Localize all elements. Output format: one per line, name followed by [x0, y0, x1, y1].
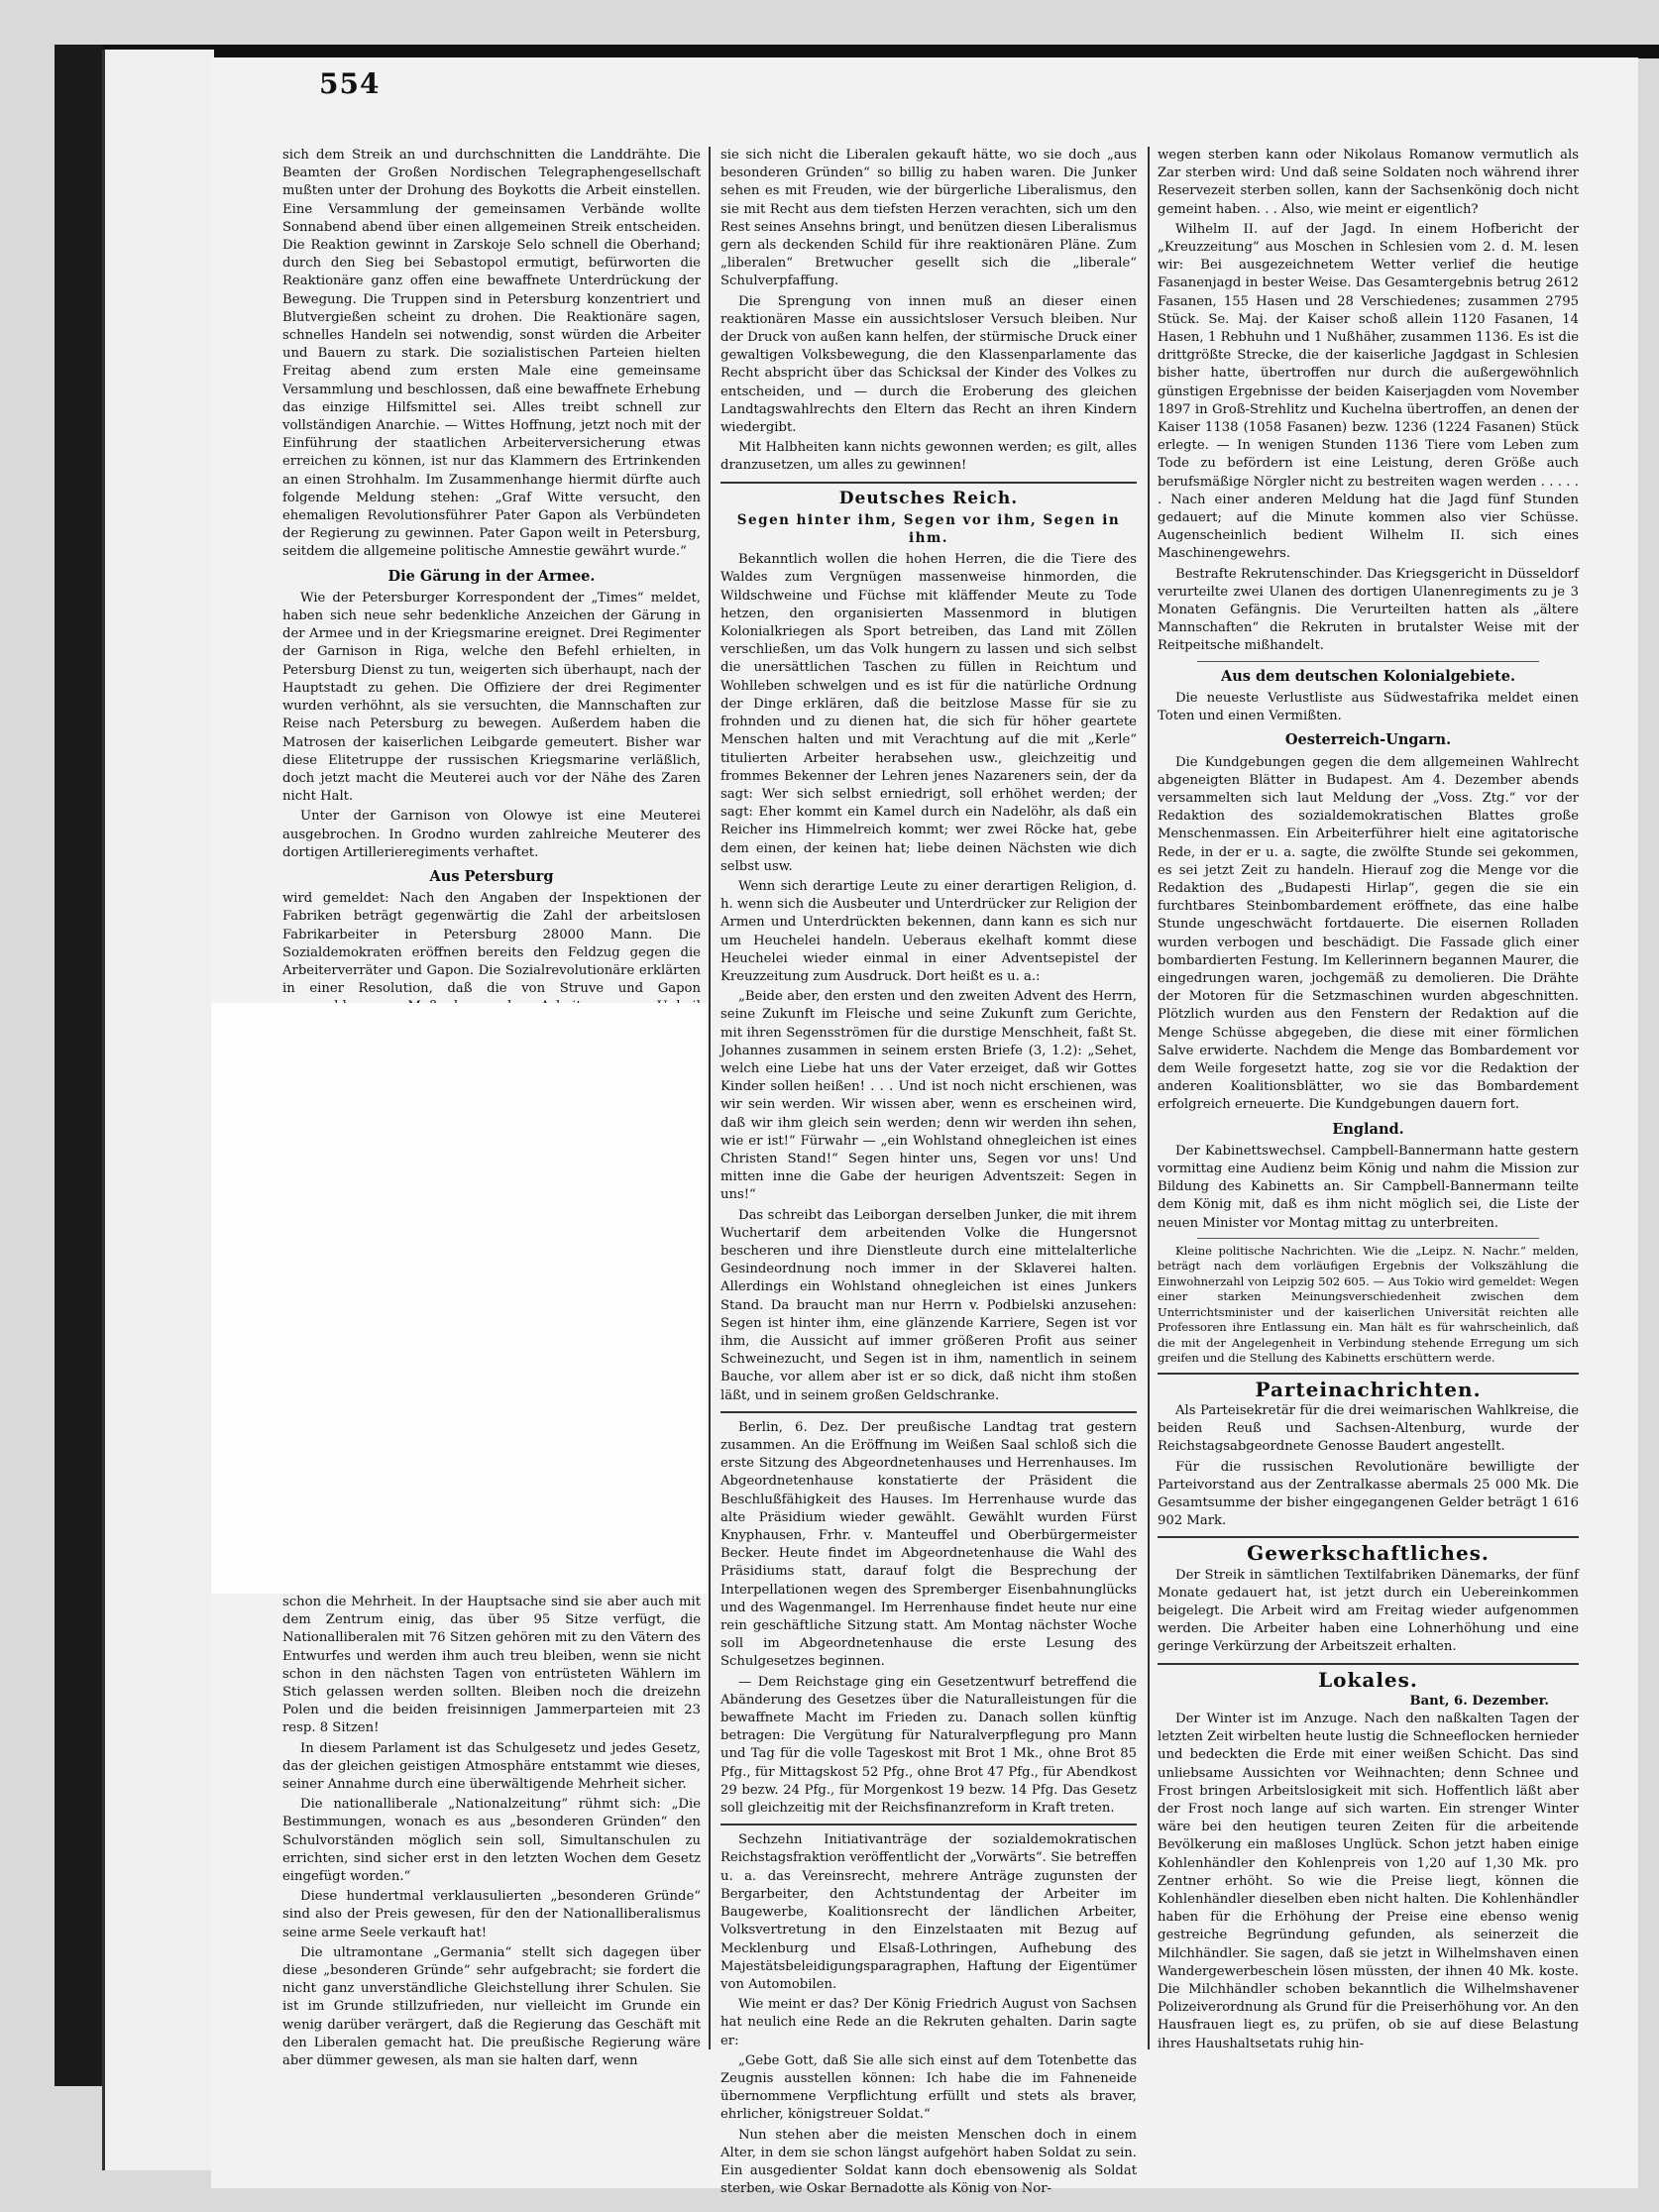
section-heading: Deutsches Reich.	[838, 488, 1019, 508]
article-text: Bestrafte Rekrutenschinder. Das Kriegsgericht in Düsseldorf verurteilte zwei Ulanen des dortigen Ulanenregiments zu je 3 Monaten Gefängnis. Die Verurteilten hatten als „ältere Mannschaften“ die Rekruten in brutalster Weise mit der Reitpeitsche mißhandelt.	[1158, 566, 1579, 654]
article-text: „Gebe Gott, daß Sie alle sich einst auf dem Totenbette das Zeugnis ausstellen können: Ich habe die im Fahneneide übernommene Verpflichtung erfüllt und stets als braver, ehrlicher, königstreuer Soldat.“	[720, 2052, 1137, 2123]
article-text: Die neueste Verlustliste aus Südwestafrika meldet einen Toten und einen Vermißten.	[1158, 690, 1579, 724]
article-text: Bekanntlich wollen die hohen Herren, die die Tiere des Waldes zum Vergnügen massenweise hinmorden, die Wildschweine und Füchse mit kläffender Meute zu Tode hetzen, den organisierten Massenmord in blutigen Kolonialkriegen als Sport betreiben, das Land mit Zöllen verschließen, um das Volk hungern zu lassen und sich selbst die unersättlichen Taschen zu füllen in Reichtum und Wohlleben schwelgen und es ist für die natürliche Ordnung der Dinge erklären, daß die beitzlose Masse für sie zu frohnden und zu dienen hat, die sich für höher geartete Menschen halten und mit Verachtung auf die mit „Kerle“ titulierten Arbeiter herabsehen usw., gleichzeitig und frommes Bekenner der Lehren jenes Nazareners sein, der da sagt: Wer sich selbst erniedrigt, soll erhöhet werden; der sagt: Eher kommt ein Kamel durch ein Nadelöhr, als daß ein Reicher ins Himmelreich kommt; wer zwei Röcke hat, gebe dem einen, der keinen hat; liebe deinen Nächsten wie dich selbst usw.	[720, 552, 1137, 874]
article-text: Wie der Petersburger Korrespondent der „Times“ meldet, haben sich neue sehr bedenkliche Anzeichen der Gärung in der Armee und in der Kriegsmarine ereignet. Drei Regimenter der Garnison in Riga, welche den Befehl erhielten, in Petersburg Dienst zu tun, weigerten sich überhaupt, nach der Hauptstadt zu gehen. Die Offiziere der drei Regimenter wurden verhöhnt, als sie versuchten, die Mannschaften zur Reise nach Petersburg zu bewegen. Außerdem haben die Matrosen der kaiserlichen Leibgarde gemeutert. Bisher war diese Elitetruppe der russischen Kriegsmarine verläßlich, doch jetzt macht die Meuterei auch vor der Nähe des Zaren nicht Halt.	[282, 590, 701, 805]
article-text: sich dem Streik an und durchschnitten die Landdrähte. Die Beamten der Großen Nordischen Telegraphengesellschaft mußten unter der Drohung des Boykotts die Arbeit einstellen. Eine Versammlung der gemeinsamen Verbände wollte Sonnabend abend über einen allgemeinen Streik entscheiden. Die Reaktion gewinnt in Zarskoje Selo schnell die Oberhand; durch den Sieg bei Sebastopol ermutigt, befürworten die Reaktionäre ganz offen eine bewaffnete Unterdrückung der Bewegung. Die Truppen sind in Petersburg konzentriert und Blutvergießen scheint zu drohen. Die Reaktionäre sagen, schnelles Handeln sei notwendig, sonst würden die Arbeiter und Bauern zu stark. Die sozialistischen Parteien hielten Freitag abend zum ersten Male eine gemeinsame Versammlung und beschlossen, daß eine bewaffnete Erhebung das einzige Hilfsmittel sei. Alles treibt schnell zur vollständigen Anarchie. — Wittes Hoffnung, jetzt noch mit der Einführung der staatlichen Arbeiterversicherung etwas erreichen zu können, ist nur das Klammern des Ertrinkenden an einen Strohhalm. Im Zusammenhange hiermit dürfte auch folgende Meldung stehen: „Graf Witte versucht, den ehemaligen Revolutionsführer Pater Gapon als Verbündeten der Regierung zu gewinnen. Pater Gapon weilt in Petersburg, seitdem die allgemeine politische Amnestie gewährt wurde.“	[282, 148, 701, 560]
article-text: Als Parteisekretär für die drei weimarischen Wahlkreise, die beiden Reuß und Sachsen-Altenburg, wurde der Reichstagsabgeordnete Genosse Baudert angestellt.	[1158, 1402, 1579, 1455]
article-text: — Dem Reichstage ging ein Gesetzentwurf betreffend die Abänderung des Gesetzes über die Naturalleistungen für die bewaffnete Macht im Frieden zu. Danach sollen künftig betragen: Die Vergütung für Naturalverpflegung pro Mann und Tag für die volle Tageskost mit Brot 1 Mk., ohne Brot 85 Pfg., für Mittagskost 52 Pfg., ohne Brot 47 Pfg., für Abendkost 29 bezw. 24 Pfg., für Morgenkost 19 bezw. 14 Pfg. Das Gesetz soll gleichzeitig mit der Reichsfinanzreform in Kraft treten.	[720, 1674, 1137, 1817]
section-heading: Die Gärung in der Armee.	[387, 567, 596, 585]
divider	[1197, 661, 1539, 662]
column-3	[1158, 147, 1579, 2055]
article-text: Berlin, 6. Dez. Der preußische Landtag trat gestern zusammen. An die Eröffnung im Weißen Saal schloß sich die erste Sitzung des Abgeordnetenhauses und Herrenhauses. Im Abgeordnetenhause konstatierte der Präsident die Beschlußfähigkeit des Hauses. Im Herrenhause wurde das alte Präsidium wieder gewählt. Gewählt wurden Fürst Knyphausen, Frhr. v. Manteuffel und Oberbürgermeister Becker. Heute findet im Abgeordnetenhause die Wahl des Präsidiums statt, darauf folgt die Besprechung der Interpellationen wegen des Spremberger Eisenbahnunglücks und des Wagenmangel. Im Herrenhause findet heute nur eine rein geschäftliche Sitzung statt. Am Montag nächster Woche soll im Abgeordnetenhause die erste Lesung des Schulgesetzes beginnen.	[720, 1419, 1137, 1670]
column-2	[720, 147, 1137, 2200]
divider	[1197, 1238, 1539, 1239]
article-text: Wilhelm II. auf der Jagd. In einem Hofbericht der „Kreuzzeitung“ aus Moschen in Schlesien vom 2. d. M. lesen wir: Bei ausgezeichnetem Wetter verlief die heutige Fasanenjagd in bester Weise. Das Gesamtergebnis betrug 2612 Fasanen, 155 Hasen und 28 Verschiedenes; zusammen 2795 Stück. Se. Maj. der Kaiser schoß allein 1120 Fasanen, 14 Hasen, 1 Rebhuhn und 1 Nußhäher, zusammen 1136. Es ist die drittgrößte Strecke, die der kaiserliche Jagdgast in Schlesien bisher hatte, übertroffen nur durch die außergewöhnlich günstigen Ergebnisse der beiden Kaiserjagden vom November 1897 in Groß-Strehlitz und Kuchelna übertroffen, an denen der Kaiser 1138 (1058 Fasanen) bezw. 1236 (1224 Fasanen) Stück erlegte. — In wenigen Stunden 1136 Tiere vom Leben zum Tode zu befördern ist eine Leistung, deren Größe auch berufsmäßige Nörgler nicht zu bestreiten wagen werden . . . . . . Nach einer anderen Meldung hat die Jagd fünf Stunden gedauert; auf die Minute kommen also vier Schüsse. Augenscheinlich bedient Wilhelm II. sich eines Maschinengewehrs.	[1158, 221, 1579, 562]
article-text: Sechzehn Initiativanträge der sozialdemokratischen Reichstagsfraktion veröffentlicht der „Vorwärts“. Sie betreffen u. a. das Vereinsrecht, mehrere Anträge zugunsten der Bergarbeiter, den Achtstundentag der Arbeiter im Baugewerbe, Koalitionsrecht der ländlichen Arbeiter, Volksvertretung in den Einzelstaaten mit Bezug auf Mecklenburg und Elsaß-Lothringen, Aufhebung des Majestätsbeleidigungsparagraphen, Haftung der Eigentümer von Automobilen.	[720, 1832, 1137, 1992]
column-1	[282, 147, 701, 1054]
article-text: Wenn sich derartige Leute zu einer derartigen Religion, d. h. wenn sich die Ausbeuter und Unterdrücker zur Religion der Armen und Unterdrückten bekennen, dann kann es sich nur um Heuchelei handeln. Ueberaus ekelhaft kommt diese Heuchelei wieder einmal in einer Adventsepistel der Kreuzzeitung zum Ausdruck. Dort heißt es u. a.:	[720, 878, 1137, 984]
article-text: Das schreibt das Leiborgan derselben Junker, die mit ihrem Wuchertarif dem arbeitenden Volke die Hungersnot bescheren und ihre Dienstleute durch eine mittelalterliche Gesindeordnung noch immer in der Sklaverei halten. Allerdings ein Wohlstand ohnegleichen ist eines Junkers Stand. Da braucht man nur Herrn v. Podbielski anzusehen: Segen ist hinter ihm, eine glänzende Karriere, Segen ist vor ihm, die Aussicht auf immer größeren Profit aus seiner Schweinezucht, und Segen ist in ihm, namentlich in seinem Bauche, vor allem aber ist er so dick, daß nicht ihm stoßen läßt, und in seinem großen Geldschranke.	[720, 1207, 1137, 1403]
article-text: Mit Halbheiten kann nichts gewonnen werden; es gilt, alles dranzusetzen, um alles zu gewinnen!	[720, 440, 1137, 474]
section-heading: Lokales.	[1318, 1667, 1418, 1692]
dateline: Bant, 6. Dezember.	[1409, 1693, 1549, 1709]
article-text: sie sich nicht die Liberalen gekauft hätte, wo sie doch „aus besonderen Gründen“ so billig zu haben waren. Die Junker sehen es mit Freuden, wie der bürgerliche Liberalismus, den sie mit Recht aus dem tiefsten Herzen verachten, sich um den Rest seines Ansehns bringt, und benützen diesen Liberalismus gern als deckenden Schild für ihre reaktionären Pläne. Zum „liberalen“ Bretwucher gesellt sich die „liberale“ Schulverpfaffung.	[720, 148, 1137, 289]
article-text: Die Sprengung von innen muß an dieser einen reaktionären Masse ein aussichtsloser Versuch bleiben. Nur der Druck von außen kann helfen, der stürmische Druck einer gewaltigen Volksbewegung, die den Klassenparlamente das Recht abspricht über das Schicksal der Kinder des Volkes zu entscheiden, und — durch die Eroberung des gleichen Landtagswahlrechts den Eltern das Recht an ihren Kindern wiedergibt.	[720, 293, 1137, 436]
article-text: wird gemeldet: Nach den Angaben der Inspektionen der Fabriken beträgt gegenwärtig die Zahl der arbeitslosen Fabrikarbeiter in Petersburg 28000 Mann. Die Sozialdemokraten eröffnen bereits den Feldzug gegen die Arbeiterverräter und Gapon. Die Sozialrevolutionäre erklärten in einer Resolution, daß die von Struve und Gapon	[282, 891, 701, 997]
section-heading: Oesterreich-Ungarn.	[1284, 731, 1452, 749]
article-text: Die ultramontane „Germania“ stellt sich dagegen über diese „besonderen Gründe“ sehr aufgebracht; sie fordert die nicht ganz unverständliche Gleichstellung ihrer Schulen. Sie ist im Grunde stillzufrieden, nur vielleicht im Grunde ein wenig darüber verärgert, daß die Regierung das Geschäft mit den Liberalen gemacht hat. Die preußische Regierung wäre aber dümmer gewesen, als man sie halten darf, wenn	[282, 1944, 701, 2069]
divider	[1158, 1373, 1579, 1375]
article-text: Die Kundgebungen gegen die dem allgemeinen Wahlrecht abgeneigten Blätter in Budapest. Am 4. Dezember abends versammelten sich laut Meldung der „Voss. Ztg.“ vor der Redaktion des sozialdemokratischen Blattes große Menschenmassen. Ein Arbeiterführer hielt eine agitatorische Rede, in der er u. a. sagte, die zwölfte Stunde sei gekommen, es sei jetzt Zeit zu handeln. Hierauf zog die Menge vor die Redaktion des „Budapesti Hirlap“, gegen die sie ein furchtbares Steinbombardement eröffnete, das eine halbe Stunde ungeschwächt fortdauerte. Die eisernen Rolladen wurden verbogen und beschädigt. Die Fassade glich einer bombardierten Festung. Im Kellerinnern begannen Maurer, die eingedrungen waren, jochgemäß zu demolieren. Die Drähte der Motoren für die Setzmaschinen wurden abgeschnitten. Plötzlich wurden aus den Fenstern der Redaktion auf die Menge Schüsse abgegeben, die diese mit einer förmlichen Salve erwiderte. Nachdem die Menge das Bombardement vor dem Weile forgesetzt hatte, zog sie vor die Redaktion der anderen Koalitionsblätter, wo sie das Bombardement erfolgreich erneuerte. Die Kundgebungen dauern fort.	[1158, 754, 1579, 1113]
article-text: „Beide aber, den ersten und den zweiten Advent des Herrn, seine Zukunft im Fleische und seine Zukunft zum Gerichte, mit ihren Segensströmen für die durstige Menschheit, faßt St. Johannes zusammen in seinem ersten Briefe (3, 1.2): „Sehet, welch eine Liebe hat uns der Vater erzeiget, daß wir Gottes Kinder sollen heißen! . . . Und ist noch nicht erschienen, was wir sein werden. Wir wissen aber, wenn es erscheinen wird, daß wir ihm gleich sein werden; denn wir werden ihn sehen, wie er ist!“ Fürwahr — „ein Wohlstand ohnegleichen ist eines Christen Stand!“ Segen hinter uns, Segen vor uns! Und mitten inne die Gabe der heurigen Adventszeit: Segen in uns!“	[720, 989, 1137, 1203]
article-text: Kleine politische Nachrichten. Wie die „Leipz. N. Nachr.“ melden, beträgt nach dem vorläufigen Ergebnis der Volkszählung die Einwohnerzahl von Leipzig 502 605. — Aus Tokio wird gemeldet: Wegen einer starken Meinungsverschiedenheit zwischen dem Unterrichtsminister und der kaiserlichen Universität reichten alle Professoren ihre Entlassung ein. Man hält es für wahrscheinlich, daß die mit der Angelegenheit in Verbindung stehende Erregung um sich greifen und die Stellung des Kabinetts erschüttern werde.	[1158, 1243, 1579, 1366]
article-text: Für die russischen Revolutionäre bewilligte der Parteivorstand aus der Zentralkasse abermals 25 000 Mk. Die Gesamtsumme der bisher eingegangenen Gelder beträgt 1 616 902 Mark.	[1158, 1459, 1579, 1529]
article-text: Nun stehen aber die meisten Menschen doch in einem Alter, in dem sie schon längst aufgehört haben Soldat zu sein. Ein ausgedienter Soldat kann doch ebensowenig als Soldat sterben, wie Oskar Bernadotte als König von Nor-	[720, 2127, 1137, 2197]
article-text: Diese hundertmal verklausulierten „besonderen Gründe“ sind also der Preis gewesen, für den der Nationalliberalismus seine arme Seele verkauft hat!	[282, 1889, 701, 1940]
page-gutter	[102, 50, 214, 2170]
article-text: In diesem Parlament ist das Schulgesetz und jedes Gesetz, das der gleichen geistigen Atmosphäre entstammt wie dieses, seiner Annahme durch eine überwältigende Mehrheit sicher.	[282, 1740, 701, 1793]
divider	[720, 1411, 1137, 1413]
page-number: 554	[319, 67, 381, 100]
section-heading: Aus dem deutschen Kolonialgebiete.	[1220, 667, 1515, 685]
divider	[720, 482, 1137, 484]
divider	[720, 1824, 1137, 1825]
article-text: schon die Mehrheit. In der Hauptsache sind sie aber auch mit dem Zentrum einig, das über 95 Sitze verfügt, die Nationalliberalen mit 76 Sitzen gehören mit zu den Vätern des Entwurfes und werden ihm auch treu bleiben, wenn sie nicht schon in den nächsten Tagen von entrüsteten Wählern im Stich gelassen werden sollten. Bleiben noch die dreizehn Polen und die beiden freisinnigen Jammerparteien mit 23 resp. 8 Sitzen!	[282, 1595, 701, 1736]
divider	[1158, 1663, 1579, 1665]
scan-top-edge	[55, 45, 1659, 58]
subheading: Segen hinter ihm, Segen vor ihm, Segen in ihm.	[736, 511, 1121, 547]
section-heading: Gewerkschaftliches.	[1247, 1541, 1490, 1566]
divider	[1158, 1536, 1579, 1538]
column-rule-2	[1148, 147, 1150, 2049]
column-rule-1	[709, 147, 711, 2049]
column-1-lower	[282, 1594, 701, 2072]
article-text: Die nationalliberale „Nationalzeitung“ rühmt sich: „Die Bestimmungen, wonach es aus „besonderen Gründen“ den Schulvorständen möglich sein soll, Simultanschulen zu errichten, sind sicher erst in den letzten Wochen dem Gesetz eingefügt worden.“	[282, 1797, 701, 1885]
article-text: Der Kabinettswechsel. Campbell-Bannermann hatte gestern vormittag eine Audienz beim König und nahm die Mission zur Bildung des Kabinetts an. Sir Campbell-Bannermann teilte dem König mit, daß es ihm nicht möglich sei, die Liste der neuen Minister vor Montag mittag zu unterbreiten.	[1158, 1143, 1579, 1231]
book-binding	[55, 45, 102, 2086]
section-heading: Parteinachrichten.	[1255, 1377, 1482, 1401]
article-text: wegen sterben kann oder Nikolaus Romanow vermutlich als Zar sterben wird: Und daß seine Soldaten noch während ihrer Reservezeit sterben sollen, kann der Sachsenkönig doch nicht gemeint haben. . . Also, wie meint er eigentlich?	[1158, 148, 1579, 217]
article-text: Der Winter ist im Anzuge. Nach den naßkalten Tagen der letzten Zeit wirbelten heute lustig die Schneeflocken hernieder und bedeckten die Erde mit einer weißen Schicht. Das sind unliebsame Aussichten vor Weihnachten; denn Schnee und Frost bringen Arbeitslosigkeit mit sich. Hoffentlich läßt aber der Frost noch lange auf sich warten. Ein strenger Winter wäre bei den heutigen teuren Zeiten für die arbeitende Bevölkerung ein maßloses Unglück. Schon jetzt haben einige Kohlenhändler den Kohlenpreis von 1,20 auf 1,30 Mk. pro Zentner erhöht. So wie die Preise liegt, können die Kohlenhändler dieselben eben nicht halten. Die Kohlenhändler haben für die Erhöhung der Preise eine ebenso wenig gestreiche Begründung gefunden, als seinerzeit die Milchhändler. Sie sagen, daß sie jetzt in Wilhelmshaven einen Wandergewerbeschein lösen müssten, der ihnen 40 Mk. koste. Die Milchhändler schoben bekanntlich die Wilhelmshavener Polizeiverordnung als Grund für die Preiserhöhung vor. An den Hausfrauen liegt es, zu prüfen, ob sie auf diese Belastung ihres Haushaltsetats ruhig hin-	[1158, 1712, 1579, 2051]
section-heading: Aus Petersburg	[429, 867, 554, 885]
article-text: Der Streik in sämtlichen Textilfabriken Dänemarks, der fünf Monate gedauert hat, ist jetzt durch ein Uebereinkommen beigelegt. Die Arbeit wird am Freitag wieder aufgenommen werden. Die Arbeiter haben eine Lohnerhöhung und eine geringe Verkürzung der Arbeitszeit erhalten.	[1158, 1567, 1579, 1655]
article-text: Unter der Garnison von Olowye ist eine Meuterei ausgebrochen. In Grodno wurden zahlreiche Meuterer des dortigen Artillerieregiments verhaftet.	[282, 809, 701, 860]
blank-paper-patch	[211, 1003, 707, 1594]
article-text: Wie meint er das? Der König Friedrich August von Sachsen hat neulich eine Rede an die Rekruten gehalten. Darin sagte er:	[720, 1997, 1137, 2048]
section-heading: England.	[1332, 1120, 1404, 1138]
